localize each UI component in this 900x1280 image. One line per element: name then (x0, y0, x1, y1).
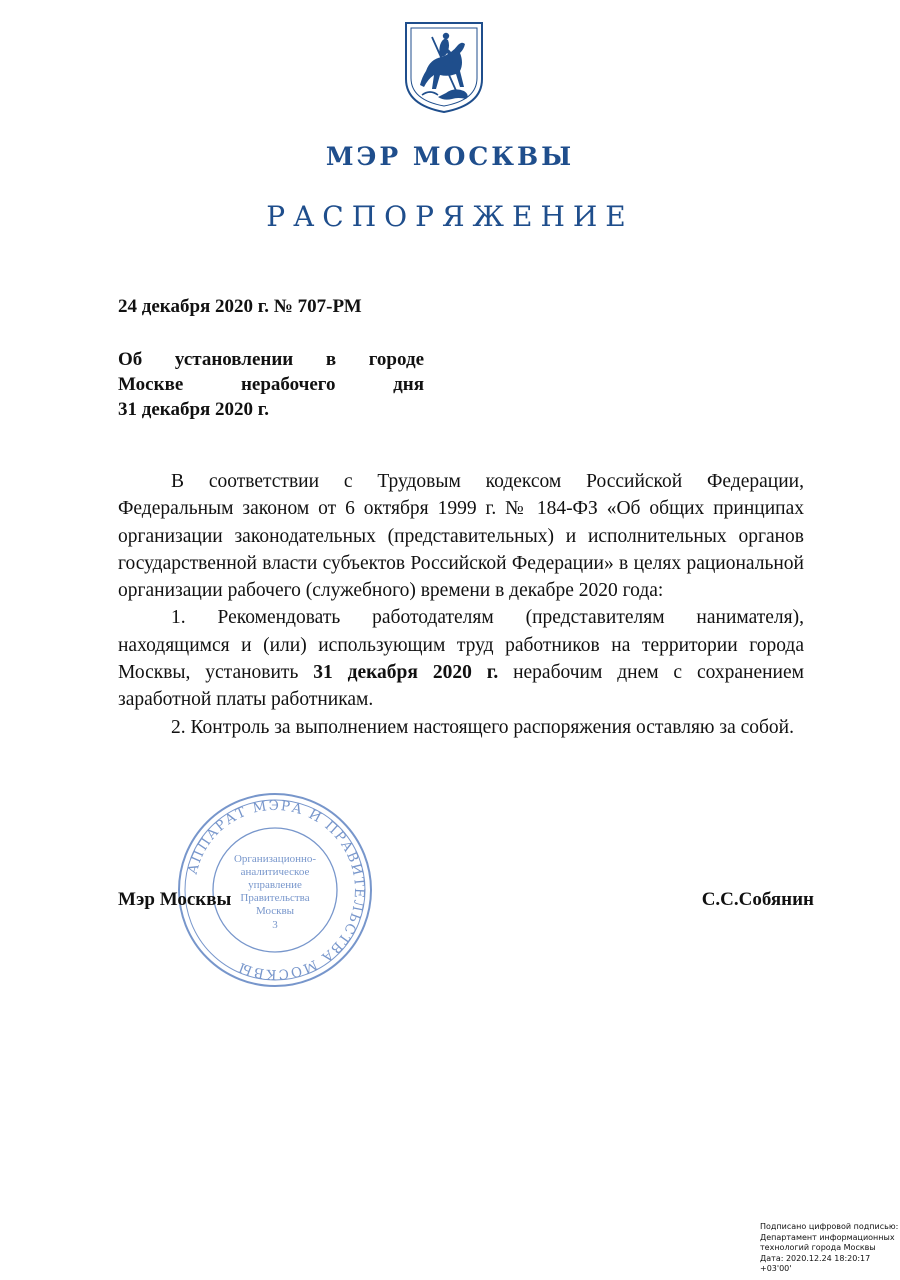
document-body (118, 468, 804, 741)
item-2-paragraph: 2. Контроль за выполнением настоящего распоряжения оставляю за собой. (171, 716, 794, 738)
stamp-line-2: аналитическое (240, 866, 310, 878)
stamp-ring-text: АППАРАТ МЭРА И ПРАВИТЕЛЬСТВА МОСКВЫ (184, 797, 368, 983)
stamp-line-1: Организационно- (233, 853, 317, 865)
stamp-line-4: Правительства (240, 892, 310, 904)
signatory-position: Мэр Москвы (118, 889, 232, 910)
document-type: РАСПОРЯЖЕНИЕ (266, 200, 634, 233)
issuing-authority: МЭР МОСКВЫ (325, 142, 575, 171)
item-1-text-end: нерабочим днем с сохранением заработной платы работникам. (118, 662, 804, 711)
document-subject (118, 347, 424, 422)
esign-line-4: Дата: 2020.12.24 18:20:17 +03'00' (760, 1253, 871, 1273)
esign-line-2: Департамент информационных (760, 1232, 895, 1242)
signatory-name: С.С.Собянин (701, 889, 814, 910)
moscow-coat-of-arms-icon (402, 19, 486, 115)
subject-line-3: 31 декабря 2020 г. (118, 399, 270, 420)
subject-line-1: Об установлении в городе (118, 349, 424, 370)
esign-line-1: Подписано цифровой подписью: (760, 1222, 899, 1231)
date-and-number: 24 декабря 2020 г. № 707-РМ (118, 296, 362, 317)
item-1-paragraph (118, 604, 804, 713)
stamp-line-5: Москвы (255, 905, 295, 917)
digital-signature-note (760, 1222, 900, 1275)
esign-line-3: технологий города Москвы (760, 1243, 876, 1252)
stamp-line-6: 3 (272, 919, 278, 931)
item-1-date-bold: 31 декабря 2020 г. (313, 662, 499, 684)
subject-line-2: Москве нерабочего дня (118, 374, 424, 395)
preamble-paragraph: В соответствии с Трудовым кодексом Российской Федерации, Федеральным законом от 6 октября 1999 г. № 184-ФЗ «Об общих принципах организации законодательных (представительных) и исполнительных органов государственной власти субъектов Российской Федерации» в целях рациональной организации рабочего (служебного) времени в декабре 2020 года: (118, 471, 804, 602)
item-1-text-start: 1. Рекомендовать работодателям (представителям нанимателя), находящимся и (или) использующим труд работников на территории города Москвы, установить (118, 607, 804, 684)
stamp-line-3: управление (248, 879, 302, 891)
